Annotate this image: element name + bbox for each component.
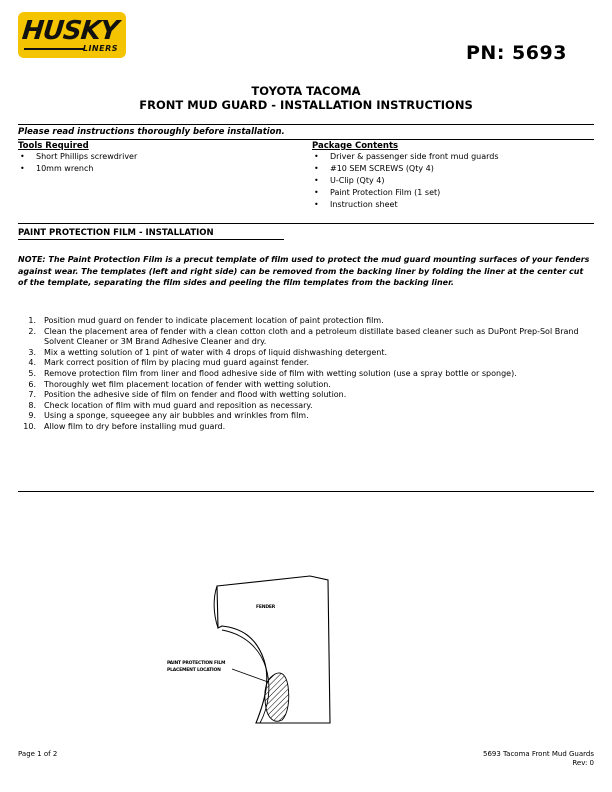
logo-sub-text: LINERS [82, 44, 118, 53]
step-number: 5. [28, 368, 36, 378]
footer-revision: Rev: 0 [572, 759, 594, 767]
film-label-line-1: PAINT PROTECTION FILM [167, 661, 226, 666]
step-text: Remove protection film from liner and flood adhesive side of film with wetting solution (use a spray bottle or sponge). [44, 368, 517, 378]
step-number: 2. [28, 326, 36, 336]
step-text: Position the adhesive side of film on fender and flood with wetting solution. [44, 390, 347, 400]
step-number: 10. [23, 421, 36, 431]
part-number: PN: 5693 [466, 42, 567, 64]
step-number: 9. [28, 411, 36, 421]
footer-document-name: 5693 Tacoma Front Mud Guards [483, 750, 594, 758]
section-heading-underline [18, 239, 284, 240]
divider-top [18, 124, 594, 125]
step-number: 4. [28, 358, 36, 368]
divider-bottom [18, 491, 594, 492]
step-number: 1. [28, 316, 36, 325]
step-item [26, 358, 594, 369]
divider-under-note [18, 139, 594, 140]
step-item [26, 380, 594, 391]
step-number: 8. [28, 400, 36, 410]
step-text: Using a sponge, squeegee any air bubbles and wrinkles from film. [44, 411, 309, 421]
logo-underline [24, 48, 84, 50]
step-number: 7. [28, 390, 36, 400]
step-text: Mix a wetting solution of 1 pint of water with 4 drops of liquid dishwashing detergent. [44, 347, 388, 357]
package-list-item: • Instruction sheet [312, 199, 594, 211]
film-label-line-2: PLACEMENT LOCATION [167, 668, 221, 673]
divider-sections [18, 223, 594, 224]
package-list-item: • Driver & passenger side front mud guards [312, 151, 594, 163]
package-list [312, 151, 594, 211]
section-heading: PAINT PROTECTION FILM - INSTALLATION [18, 228, 214, 238]
step-item [26, 348, 594, 359]
step-text: Position mud guard on fender to indicate placement location of paint protection film. [44, 316, 384, 325]
step-item [26, 411, 594, 422]
step-item [26, 401, 594, 412]
step-item [23, 421, 594, 433]
fender-label: FENDER [256, 605, 275, 610]
document-title-vehicle: TOYOTA TACOMA [251, 84, 361, 98]
husky-liners-logo [18, 12, 126, 58]
step-item [26, 369, 594, 380]
package-contents-heading: Package Contents [312, 141, 399, 151]
package-list-item: • Paint Protection Film (1 set) [312, 187, 594, 199]
step-text: Clean the placement area of fender with a clean cotton cloth and a petroleum distillate based cleaner such as DuPont Prep-Sol Brand Solvent Cleaner or 3M Brand Adhesive Cleaner and dry. [44, 326, 579, 347]
step-text: Mark correct position of film by placing mud guard against fender. [44, 358, 310, 368]
film-placement-area [265, 673, 289, 721]
read-instructions-note: Please read instructions thoroughly before installation. [18, 127, 285, 137]
package-list-item: • U-Clip (Qty 4) [312, 175, 594, 187]
package-list-item: • #10 SEM SCREWS (Qty 4) [312, 163, 594, 175]
document-title: FRONT MUD GUARD - INSTALLATION INSTRUCTIONS [139, 98, 473, 112]
step-number: 6. [28, 379, 36, 389]
tools-required-section [18, 141, 298, 175]
label-leader-line [232, 669, 268, 682]
step-number: 3. [28, 347, 36, 357]
fender-diagram [160, 568, 340, 748]
step-item [26, 316, 594, 327]
step-text: Check location of film with mud guard and reposition as necessary. [44, 400, 313, 410]
step-text: Thoroughly wet film placement location of fender with wetting solution. [44, 379, 331, 389]
tools-list-item: • Short Phillips screwdriver [18, 151, 298, 163]
step-text: Allow film to dry before installing mud guard. [44, 421, 226, 431]
step-item [26, 327, 594, 348]
logo-brand-text: HUSKY [20, 16, 120, 46]
footer-page-number: Page 1 of 2 [18, 750, 58, 758]
tools-list [18, 151, 298, 175]
tools-list-item: • 10mm wrench [18, 163, 298, 175]
tools-required-heading: Tools Required [18, 141, 89, 151]
installation-steps [23, 316, 594, 433]
paint-film-note: NOTE: The Paint Protection Film is a precut template of film used to protect the mud guard mounting surfaces of your fenders against wear. The templates (left and right side) can be removed from the backing liner by folding the liner at the center cut of the template, separating the film sides and peeling the film templates from the backing liner. [18, 255, 590, 287]
footer-document-info [483, 750, 594, 768]
step-item [26, 390, 594, 401]
package-contents-section [312, 141, 594, 211]
